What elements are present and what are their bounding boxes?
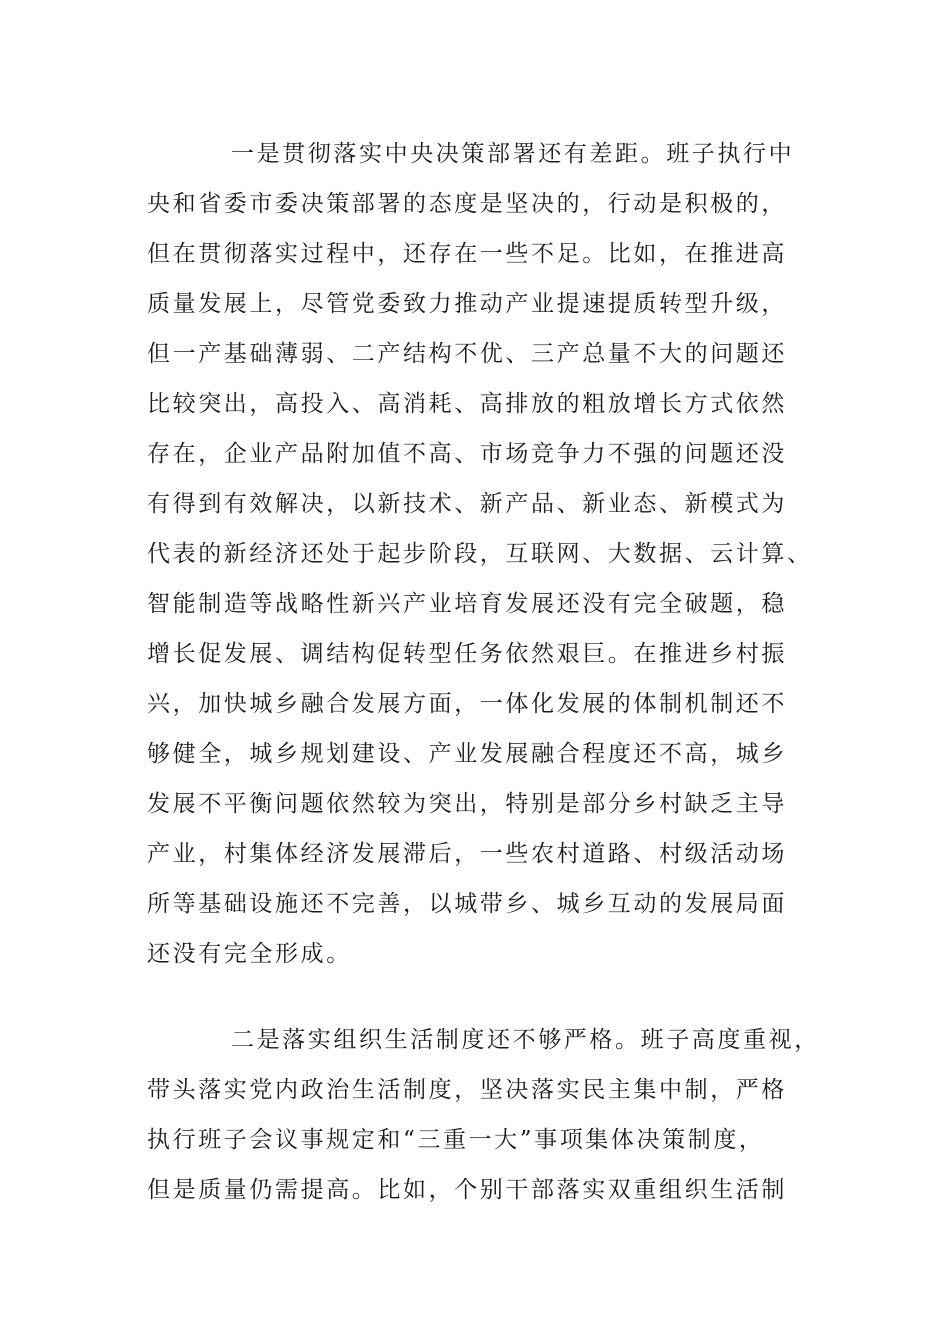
paragraph-line: 质量发展上，尽管党委致力推动产业提速提质转型升级，	[147, 291, 787, 317]
paragraph-line: 但是质量仍需提高。比如，个别干部落实双重组织生活制	[147, 1177, 787, 1203]
paragraph-line: 代表的新经济还处于起步阶段，互联网、大数据、云计算、	[147, 541, 813, 567]
paragraph-line: 带头落实党内政治生活制度，坚决落实民主集中制，严格	[147, 1077, 787, 1103]
paragraph-line: 执行班子会议事规定和“三重一大”事项集体决策制度，	[147, 1127, 765, 1153]
paragraph-line: 央和省委市委决策部署的态度是坚决的，行动是积极的，	[147, 191, 787, 217]
paragraph-line: 一是贯彻落实中央决策部署还有差距。班子执行中	[231, 141, 795, 167]
paragraph-line: 发展不平衡问题依然较为突出，特别是部分乡村缺乏主导	[147, 791, 787, 817]
paragraph-line: 兴，加快城乡融合发展方面，一体化发展的体制机制还不	[147, 691, 787, 717]
paragraph-line: 有得到有效解决，以新技术、新产品、新业态、新模式为	[147, 491, 787, 517]
paragraph-line: 够健全，城乡规划建设、产业发展融合程度还不高，城乡	[147, 741, 787, 767]
paragraph-line: 增长促发展、调结构促转型任务依然艰巨。在推进乡村振	[147, 641, 787, 667]
paragraph-line: 智能制造等战略性新兴产业培育发展还没有完全破题，稳	[147, 591, 787, 617]
paragraph-line: 存在，企业产品附加值不高、市场竞争力不强的问题还没	[147, 441, 787, 467]
paragraph-line: 还没有完全形成。	[147, 941, 352, 967]
paragraph-line: 二是落实组织生活制度还不够严格。班子高度重视，	[231, 1027, 820, 1053]
paragraph-line: 所等基础设施还不完善，以城带乡、城乡互动的发展局面	[147, 891, 787, 917]
paragraph-line: 但在贯彻落实过程中，还存在一些不足。比如，在推进高	[147, 241, 787, 267]
paragraph-line: 比较突出，高投入、高消耗、高排放的粗放增长方式依然	[147, 391, 787, 417]
paragraph-line: 但一产基础薄弱、二产结构不优、三产总量不大的问题还	[147, 341, 787, 367]
paragraph-line: 产业，村集体经济发展滞后，一些农村道路、村级活动场	[147, 841, 787, 867]
